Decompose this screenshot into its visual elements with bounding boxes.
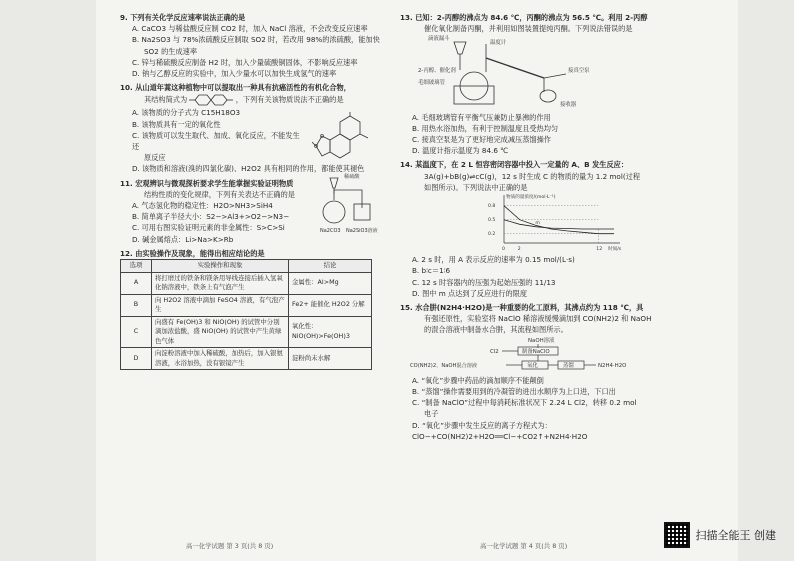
option: C. 接真空泵是为了更好地完成减压蒸馏操作 <box>412 135 551 145</box>
option-cont: SO2 的生成速率 <box>144 46 198 56</box>
vacuum-label: 接真空泵 <box>568 68 590 75</box>
question-title: 11. 宏观辨识与微观探析要求学生能掌握实验证明物质 <box>120 178 294 188</box>
option: C. “制备 NaClO”过程中每消耗标准状况下 2.24 L Cl2，转移 0.2 mol <box>412 398 637 408</box>
question-9 <box>120 12 382 79</box>
option: D. 钠与乙醇反应的实验中，加入少量水可以加快生成氢气的速率 <box>132 69 337 79</box>
table-cell: Fe2+ 能催化 H2O2 分解 <box>289 294 372 316</box>
table-row <box>121 316 372 348</box>
table-row <box>121 272 372 294</box>
table-cell: 将打磨过的铁条和镁条用导线连接后插入氢氧化钠溶液中，铁条上有气泡产生 <box>152 272 289 294</box>
table-cell: 向 H2O2 溶液中滴加 FeSO4 溶液，有气泡产生 <box>152 294 289 316</box>
option: B. 该物质具有一定的氧化性 <box>132 119 221 129</box>
x-tick-label: 12 <box>596 247 603 252</box>
y-tick-label: 0.5 <box>488 218 496 224</box>
option: C. 锌与稀硫酸反应制备 H2 时，加入少量硫酸铜固体，不影响反应速率 <box>132 57 358 67</box>
chart-title: 物质的量浓度/(mol·L⁻¹) <box>506 195 556 201</box>
table-row <box>121 348 372 370</box>
question-title-3: ，下列有关该物质说法不正确的是 <box>235 95 344 105</box>
question-title: 9. 下列有关化学反应速率说法正确的是 <box>120 13 246 22</box>
series-line-B <box>504 220 614 229</box>
receiver-label: 接收器 <box>560 102 577 109</box>
option: C. 该物质可以发生取代、加成、氧化反应，不能发生还 <box>132 130 300 152</box>
option: D. 温度计指示温度为 84.6 ℃ <box>412 146 509 156</box>
question-12 <box>120 248 382 370</box>
question-title-2: 有强还原性，实验室将 NaClO 稀溶液缓慢滴加到 CO(NH2)2 和 NaOH <box>424 314 652 324</box>
option: D. 该物质和溶液(溴的四氯化碳)、H2O2 具有相同的作用，都能使其褪色 <box>132 164 365 174</box>
option-cont: 电子 <box>424 409 439 419</box>
experiment-table <box>120 259 372 370</box>
question-title: 13. 已知：2-丙醇的沸点为 84.6 ℃，丙酮的沸点为 56.5 ℃。利用 2-丙醇 <box>400 13 648 22</box>
prep-label: 制备NaClO <box>522 348 550 355</box>
x-axis-label: 时间/s <box>608 247 622 252</box>
question-title: 15. 水合肼(N2H4·H2O)是一种重要的化工原料，其沸点约为 118 ℃，具 <box>400 303 644 313</box>
option-cont: 原反应 <box>144 153 166 163</box>
option: ClO−+CO(NH2)2+H2O══Cl−+CO2↑+N2H4·H2O <box>412 431 588 441</box>
product-label: N2H4·H2O <box>598 362 627 369</box>
question-13 <box>400 12 730 156</box>
table-cell: B <box>121 294 152 316</box>
option: B. 简单离子半径大小：S2−>Al3+>O2−>N3− <box>132 212 290 222</box>
distillation-apparatus-figure <box>416 34 616 108</box>
acid-label: 稀硫酸 <box>344 173 360 180</box>
right-column <box>400 12 730 445</box>
table-row <box>121 294 372 316</box>
option: B. b∶c＝1∶6 <box>412 266 451 276</box>
table-cell: 氧化性：NiO(OH)>Fe(OH)3 <box>289 316 372 348</box>
molecule-structure-figure <box>312 112 374 164</box>
left-flask-label: Na2CO3 <box>320 227 341 234</box>
table-cell: C <box>121 316 152 348</box>
qr-code-icon <box>664 522 690 548</box>
question-title: 14. 某温度下，在 2 L 恒容密闭容器中投入一定量的 A、B 发生反应： <box>400 160 629 170</box>
table-header: 实验操作和现象 <box>152 260 289 273</box>
table-header: 选项 <box>121 260 152 273</box>
option: D. 图中 m 点达到了反应进行的限度 <box>412 288 528 298</box>
x-tick-label: 2 <box>517 247 521 252</box>
cl2-label: Cl2 <box>490 348 499 355</box>
question-title-2: 其结构简式为 <box>144 95 188 105</box>
thermometer-label: 温度计 <box>490 40 507 47</box>
oxid-label: 氧化 <box>527 362 538 369</box>
question-10 <box>120 82 382 174</box>
table-cell: 淀粉尚未水解 <box>289 348 372 370</box>
scanner-watermark <box>664 522 777 548</box>
table-header: 结论 <box>289 260 372 273</box>
brand-text: 扫描全能王 创建 <box>695 529 776 542</box>
ring-structure-figure <box>189 93 233 107</box>
option: A. 2 s 时，用 A 表示反应的速率为 0.15 mol/(L·s) <box>412 255 575 265</box>
process-flow-figure <box>410 336 660 372</box>
x-tick-label: 0 <box>502 247 505 252</box>
table-cell: 向淀粉溶液中加入稀硫酸，加热后，加入银氨溶液，水浴加热，没有银镜产生 <box>152 348 289 370</box>
table-cell: 金属性：Al>Mg <box>289 272 372 294</box>
y-tick-label: 0.2 <box>488 232 496 238</box>
right-beaker-label: Na2SiO3溶液 <box>346 227 378 234</box>
question-title-2: 催化氧化制备丙酮，并利用如图装置提纯丙酮。下列说法错误的是 <box>424 24 633 34</box>
question-title-3: 的混合溶液中制备水合肼，其流程如图所示。 <box>424 325 568 335</box>
acid-apparatus-figure <box>316 172 378 236</box>
m-point-label: m <box>535 221 540 227</box>
question-14 <box>400 159 730 299</box>
option: B. Na2SO3 与 78%浓硫酸反应制取 SO2 时，若改用 98%的浓硫酸，能加快 <box>132 35 380 45</box>
page-footer-left: 高一化学试题 第 3 页(共 8 页) <box>186 542 274 550</box>
table-cell: A <box>121 272 152 294</box>
option: A. “氧化”步骤中药品的滴加顺序不能颠倒 <box>412 375 544 385</box>
option: A. CaCO3 与稀盐酸反应制 CO2 时，加入 NaCl 溶液，不会改变反应速率 <box>132 24 368 34</box>
dist-label: 蒸馏 <box>563 362 574 369</box>
option: C. 12 s 时容器内的压强为起始压强的 11/13 <box>412 277 556 287</box>
table-cell: 向盛有 Fe(OH)3 和 NiO(OH) 的试管中分别滴加浓盐酸，盛 NiO(OH) 的试管中产生黄绿色气体 <box>152 316 289 348</box>
question-title: 12. 由实验操作及现象，能得出相应结论的是 <box>120 248 265 258</box>
y-tick-label: 0.8 <box>488 204 496 210</box>
option: D. “氧化”步骤中发生反应的离子方程式为： <box>412 420 552 430</box>
mix-label: CO(NH2)2、NaOH混合溶液 <box>410 362 478 369</box>
option: A. 该物质的分子式为 C15H18O3 <box>132 108 241 118</box>
naoh-label: NaOH溶液 <box>528 337 555 344</box>
question-11 <box>120 173 382 245</box>
question-title: 10. 从山道年蒿这种植物中可以提取出一种具有抗癌活性的有机化合物， <box>120 83 351 93</box>
capillary-label: 毛细玻璃管 <box>418 80 445 87</box>
question-title-2: 3A(g)+bB(g)⇌cC(g)，12 s 时生成 C 的物质的量为 1.2 mol(过程 <box>424 171 641 181</box>
funnel-label: 滴液漏斗 <box>428 36 450 43</box>
question-15 <box>400 302 730 442</box>
option: A. 气态氢化物的稳定性：H2O>NH3>SiH4 <box>132 201 273 211</box>
option: C. 可用右图实验证明元素的非金属性：S>C>Si <box>132 223 285 233</box>
reactant-label: 2-丙醇、催化剂 <box>418 68 456 75</box>
option: B. “蒸馏”操作需要用到的冷凝管的进出水顺序为上口进，下口出 <box>412 387 616 397</box>
page-footer-right: 高一化学试题 第 4 页(共 8 页) <box>480 542 568 550</box>
table-cell: D <box>121 348 152 370</box>
option: B. 用热水浴加热，有利于控制温度且受热均匀 <box>412 123 559 133</box>
question-title-3: 如图所示)。下列说法中正确的是 <box>424 182 528 192</box>
option: A. 毛细玻璃管有平衡气压兼防止暴沸的作用 <box>412 112 551 122</box>
left-column <box>120 12 382 373</box>
option: D. 碱金属熔点：Li>Na>K>Rb <box>132 234 234 244</box>
question-title-2: 结构性质的变化规律，下列有关表达不正确的是 <box>144 189 295 199</box>
concentration-chart <box>486 193 636 251</box>
